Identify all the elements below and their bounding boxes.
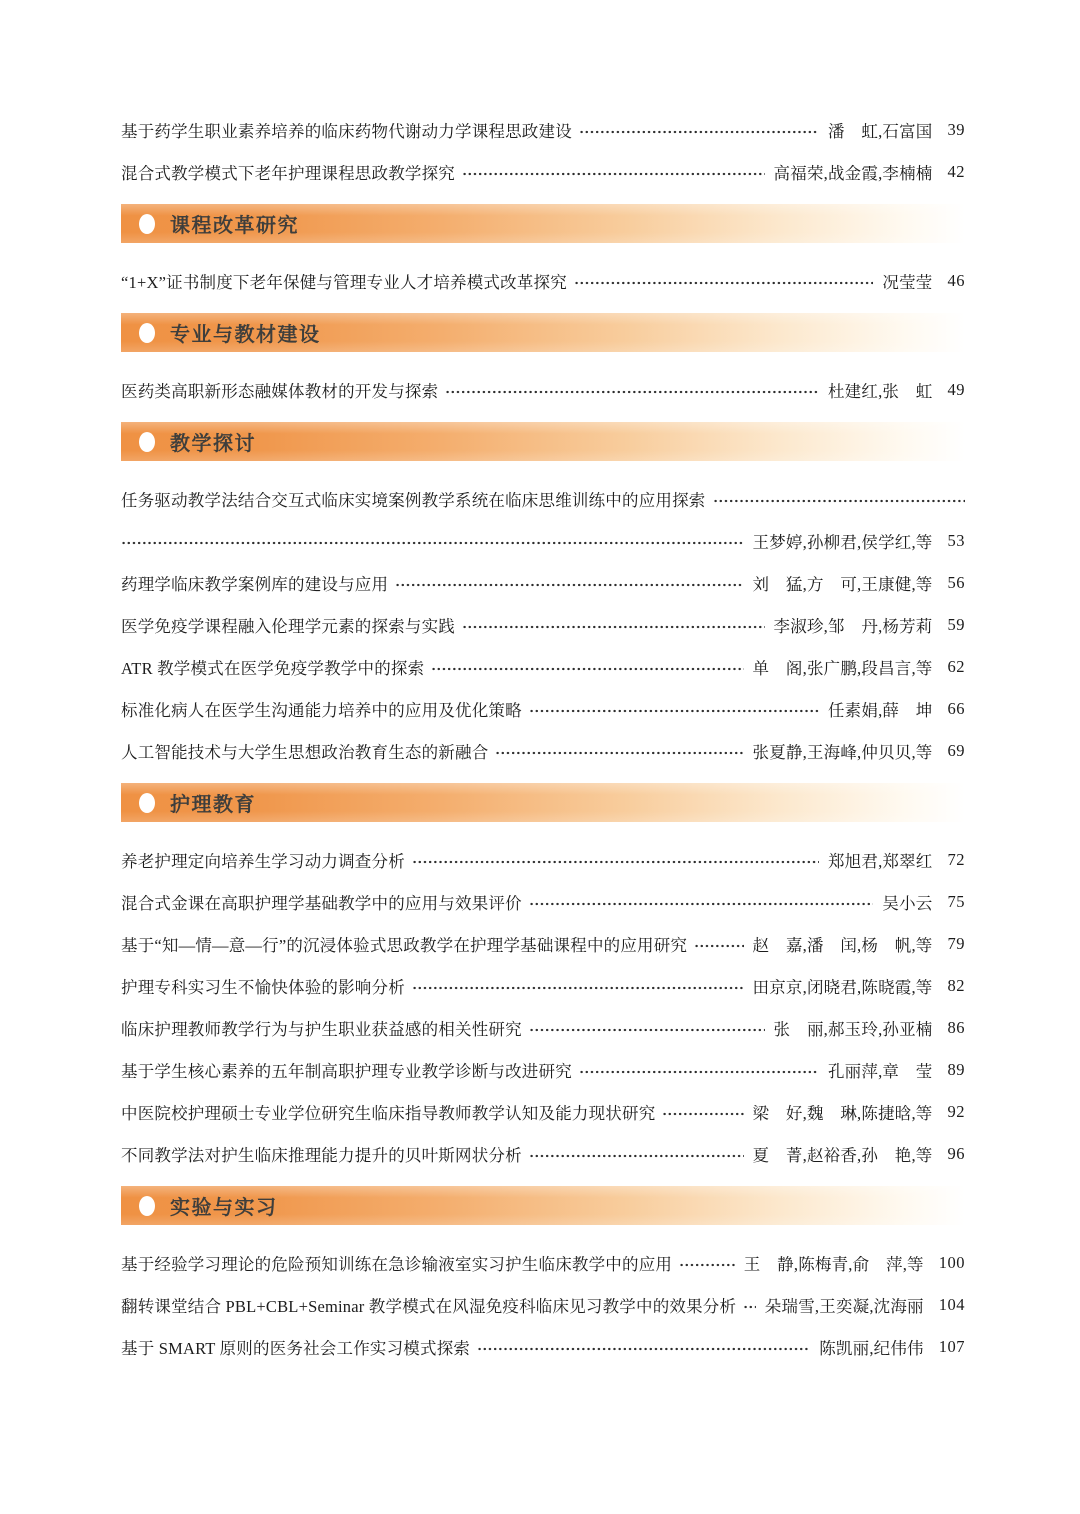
entry-title: 任务驱动教学法结合交互式临床实境案例教学系统在临床思维训练中的应用探索 [121, 491, 706, 510]
toc-entry [121, 1253, 965, 1273]
section-bar [121, 1186, 965, 1225]
toc-entry [121, 1295, 965, 1315]
entry-page-number: 72 [947, 850, 965, 869]
entry-title: 中医院校护理硕士专业学位研究生临床指导教师教学认知及能力现状研究 [121, 1104, 656, 1123]
dot-leader [121, 541, 744, 545]
entry-page-number: 69 [947, 741, 965, 760]
section-label: 课程改革研究 [170, 215, 299, 237]
dot-leader [694, 944, 743, 948]
toc-entry-title-line [121, 489, 965, 509]
dot-leader [529, 902, 874, 906]
dot-leader [574, 281, 873, 285]
entry-page-number: 66 [947, 699, 965, 718]
dot-leader [495, 751, 743, 755]
entry-title: ATR 教学模式在医学免疫学教学中的探索 [121, 659, 425, 678]
entry-page-number: 79 [947, 934, 965, 953]
section-bar [121, 204, 965, 243]
toc-entry [121, 1060, 965, 1080]
toc-entry [121, 271, 965, 291]
entry-title: 人工智能技术与大学生思想政治教育生态的新融合 [121, 743, 489, 762]
dot-leader [412, 860, 819, 864]
entry-authors: 王 静,陈梅青,俞 萍,等 [743, 1255, 924, 1274]
dot-leader [462, 625, 765, 629]
entry-title: 药理学临床教学案例库的建设与应用 [121, 575, 389, 594]
entry-title: 翻转课堂结合 PBL+CBL+Seminar 教学模式在风湿免疫科临床见习教学中的效果分析 [121, 1297, 737, 1316]
entry-authors: 杜建红,张 虹 [827, 382, 933, 401]
toc-entry [121, 1018, 965, 1038]
entry-authors: 梁 好,魏 琳,陈捷晗,等 [752, 1104, 933, 1123]
toc-entry [121, 1144, 965, 1164]
entry-title: 临床护理教师教学行为与护生职业获益感的相关性研究 [121, 1020, 522, 1039]
entry-page-number: 56 [947, 573, 965, 592]
entry-title: 基于“知—情—意—行”的沉浸体验式思政教学在护理学基础课程中的应用研究 [121, 936, 688, 955]
dot-leader [529, 709, 819, 713]
toc-entry [121, 1337, 965, 1357]
dot-leader [679, 1263, 735, 1267]
entry-page-number: 100 [938, 1253, 965, 1272]
entry-page-number: 53 [947, 531, 965, 550]
dot-leader [445, 390, 819, 394]
toc-entry-continuation-line [121, 531, 965, 551]
entry-title: 基于经验学习理论的危险预知训练在急诊输液室实习护生临床教学中的应用 [121, 1255, 673, 1274]
dot-leader [477, 1347, 810, 1351]
entry-page-number: 92 [947, 1102, 965, 1121]
toc-entry [121, 850, 965, 870]
toc-entry [121, 120, 965, 140]
dot-leader [529, 1028, 765, 1032]
entry-page-number: 75 [947, 892, 965, 911]
section-bullet-icon [139, 1196, 155, 1216]
dot-leader [431, 667, 743, 671]
entry-title: 基于 SMART 原则的医务社会工作实习模式探索 [121, 1339, 471, 1358]
entry-authors: 况莹莹 [882, 273, 933, 292]
dot-leader [662, 1112, 743, 1116]
entry-title: 医学免疫学课程融入伦理学元素的探索与实践 [121, 617, 455, 636]
section-bullet-icon [139, 432, 155, 452]
entry-page-number: 49 [947, 380, 965, 399]
entry-page-number: 107 [938, 1337, 965, 1356]
entry-page-number: 96 [947, 1144, 965, 1163]
entry-authors: 王梦婷,孙柳君,侯学红,等 [752, 533, 933, 552]
entry-page-number: 59 [947, 615, 965, 634]
entry-page-number: 62 [947, 657, 965, 676]
entry-authors: 任素娟,薛 坤 [827, 701, 933, 720]
entry-title: 基于药学生职业素养培养的临床药物代谢动力学课程思政建设 [121, 122, 572, 141]
entry-title: 医药类高职新形态融媒体教材的开发与探索 [121, 382, 439, 401]
entry-authors: 朵瑞雪,王奕凝,沈海丽 [764, 1297, 924, 1316]
entry-authors: 张 丽,郝玉玲,孙亚楠 [773, 1020, 933, 1039]
toc-entry [121, 699, 965, 719]
entry-page-number: 86 [947, 1018, 965, 1037]
entry-title: 标准化病人在医学生沟通能力培养中的应用及优化策略 [121, 701, 522, 720]
entry-page-number: 42 [947, 162, 965, 181]
entry-page-number: 89 [947, 1060, 965, 1079]
toc-entry [121, 657, 965, 677]
section-bullet-icon [139, 793, 155, 813]
toc-content [121, 120, 965, 1379]
entry-page-number: 104 [938, 1295, 965, 1314]
dot-leader [412, 986, 744, 990]
section-label: 实验与实习 [170, 1197, 278, 1219]
dot-leader [462, 172, 765, 176]
toc-entry [121, 162, 965, 182]
entry-authors: 夏 菁,赵裕香,孙 艳,等 [752, 1146, 933, 1165]
entry-authors: 吴小云 [882, 894, 933, 913]
toc-entry [121, 741, 965, 761]
dot-leader [529, 1154, 744, 1158]
entry-authors: 田京京,闭晓君,陈晓霞,等 [752, 978, 933, 997]
entry-authors: 李淑珍,邹 丹,杨芳莉 [773, 617, 933, 636]
section-label: 专业与教材建设 [170, 324, 321, 346]
toc-entry [121, 380, 965, 400]
dot-leader [395, 583, 743, 587]
toc-entry [121, 892, 965, 912]
entry-title: 护理专科实习生不愉快体验的影响分析 [121, 978, 405, 997]
entry-authors: 高福荣,战金霞,李楠楠 [773, 164, 933, 183]
entry-page-number: 46 [947, 271, 965, 290]
dot-leader [579, 130, 819, 134]
entry-page-number: 82 [947, 976, 965, 995]
entry-authors: 潘 虹,石富国 [827, 122, 933, 141]
entry-authors: 陈凯丽,纪伟伟 [819, 1339, 924, 1358]
entry-title: “1+X”证书制度下老年保健与管理专业人才培养模式改革探究 [121, 273, 567, 292]
dot-leader [579, 1070, 819, 1074]
entry-authors: 单 阁,张广鹏,段昌言,等 [752, 659, 933, 678]
section-bar [121, 422, 965, 461]
entry-title: 不同教学法对护生临床推理能力提升的贝叶斯网状分析 [121, 1146, 522, 1165]
entry-authors: 刘 猛,方 可,王康健,等 [752, 575, 933, 594]
toc-entry [121, 573, 965, 593]
entry-authors: 孔丽萍,章 莹 [827, 1062, 933, 1081]
entry-title: 混合式金课在高职护理学基础教学中的应用与效果评价 [121, 894, 522, 913]
entry-title: 混合式教学模式下老年护理课程思政教学探究 [121, 164, 455, 183]
entry-title: 基于学生核心素养的五年制高职护理专业教学诊断与改进研究 [121, 1062, 572, 1081]
dot-leader [743, 1305, 756, 1309]
toc-entry [121, 934, 965, 954]
entry-page-number: 39 [947, 120, 965, 139]
section-bar [121, 313, 965, 352]
entry-authors: 张夏静,王海峰,仲贝贝,等 [752, 743, 933, 762]
entry-authors: 郑旭君,郑翠红 [827, 852, 933, 871]
section-bullet-icon [139, 214, 155, 234]
toc-entry [121, 615, 965, 635]
entry-authors: 赵 嘉,潘 闰,杨 帆,等 [752, 936, 933, 955]
toc-entry [121, 1102, 965, 1122]
section-bullet-icon [139, 323, 155, 343]
entry-title: 养老护理定向培养生学习动力调查分析 [121, 852, 405, 871]
dot-leader [713, 499, 966, 503]
toc-entry [121, 976, 965, 996]
section-bar [121, 783, 965, 822]
section-label: 护理教育 [170, 794, 256, 816]
section-label: 教学探讨 [170, 433, 256, 455]
